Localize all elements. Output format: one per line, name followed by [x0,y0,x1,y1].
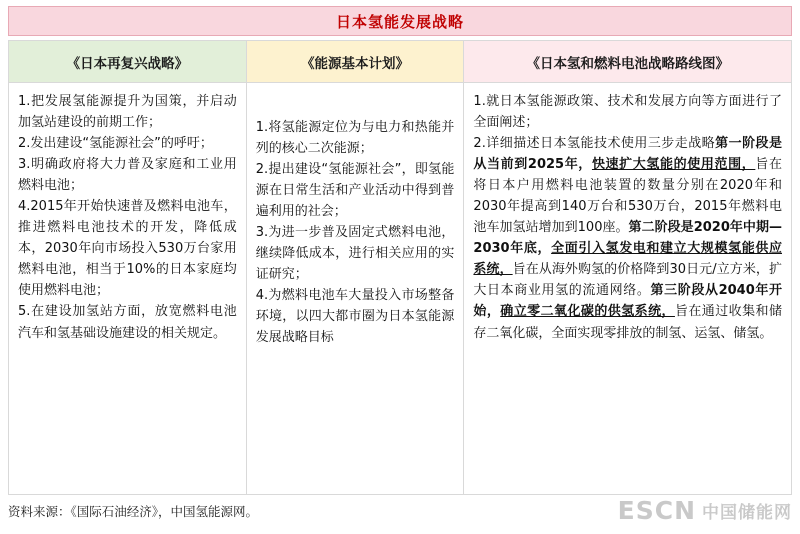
list-item: 1.就日本氢能源政策、技术和发展方向等方面进行了全面阐述； [473,94,782,131]
column-header: 《能源基本计划》 [247,41,464,83]
stage-lead: 第二阶段是2020年中期—2030年底， [473,220,782,257]
column-header: 《日本氢和燃料电池战略路线图》 [464,41,791,83]
stage-highlight: 快速扩大氢能的使用范围， [591,157,756,173]
column-header: 《日本再复兴战略》 [9,41,246,83]
stage-body: 旨在从海外购氢的价格降到30日元/立方米，扩大日本商业用氢的流通网络。 [473,262,782,299]
source-note: 资料来源：《国际石油经济》，中国氢能源网。 [8,504,259,519]
column-body [9,83,246,494]
page-title: 日本氢能发展战略 [335,12,464,31]
list-item: 3.明确政府将大力普及家庭和工业用燃料电池； [18,157,237,194]
list-item: 1.把发展氢能源提升为国策，并启动 加氢站建设的前期工作； [18,94,237,131]
column-body [464,83,791,494]
list-item: 3.为进一步普及固定式燃料电池，继续降低成本，进行相关应用的实证研究； [255,225,455,283]
list-item: 5.在建设加氢站方面，放宽燃料电池汽车和氢基础设施建设的相关规定。 [18,304,237,341]
stage-highlight: 确立零二氧化碳的供氢系统， [500,304,675,320]
table-column-roadmap [464,41,792,495]
stage-body: 旨在将日本户用燃料电池装置的数量分别在2020年和2030年提高到140万台和530万台，2015年燃料电池车加氢站增加到100座。 [473,157,782,236]
list-item: 1.将氢能源定位为与电力和热能并列的核心二次能源； [255,120,455,157]
list-item: 4.为燃料电池车大量投入市场整备环境，以四大都市圈为日本氢能源发展战略目标 [255,288,455,346]
stage-body: 旨在通过收集和储存二氧化碳，全面实现零排放的制氢、运氢、储氢。 [473,304,782,341]
stage-highlight: 全面引入氢发电和建立大规模氢能供应系统， [473,241,782,278]
list-item: 2.提出建设“氢能源社会”，即氢能源在日常生活和产业活动中得到普遍利用的社会； [255,162,455,220]
column-body [247,83,464,494]
watermark [618,496,792,525]
document-title-bar [8,6,792,36]
watermark-latin: ESCN [617,496,696,525]
stage-lead: 第一阶段是从当前到2025年， [473,136,782,173]
list-item: 2.详细描述日本氢能技术使用三步走战略第一阶段是从当前到2025年，快速扩大氢能的使用范围，旨在将日本户用燃料电池装置的数量分别在2020年和2030年提高到140万台和530万台，2015年燃料电池车加氢站增加到100座。第二阶段是2020年中期—2030年底，全面引入氢发电和建立大规模氢能供应系统，旨在从海外购氢的价格降到30日元/立方米，扩大日本商业用氢的流通网络。第三阶段从2040年开始，确立零二氧化碳的供氢系统，旨在通过收集和储存二氧化碳，全面实现零排放的制氢、运氢、储氢。 [473,136,782,341]
watermark-chinese: 中国储能网 [702,503,792,523]
strategy-table [8,40,792,495]
stage-lead: 第三阶段从2040年开始， [473,283,782,320]
table-column-rebirth-strategy [9,41,247,495]
table-column-energy-basic-plan [247,41,465,495]
list-item: 4.2015年开始快速普及燃料电池车，推进燃料电池技术的开发，降低成本，2030年向市场投入530万台家用燃料电池，相当于10%的日本家庭均使用燃料电池； [18,199,237,299]
list-item: 2.发出建设“氢能源社会”的呼吁； [18,136,213,152]
